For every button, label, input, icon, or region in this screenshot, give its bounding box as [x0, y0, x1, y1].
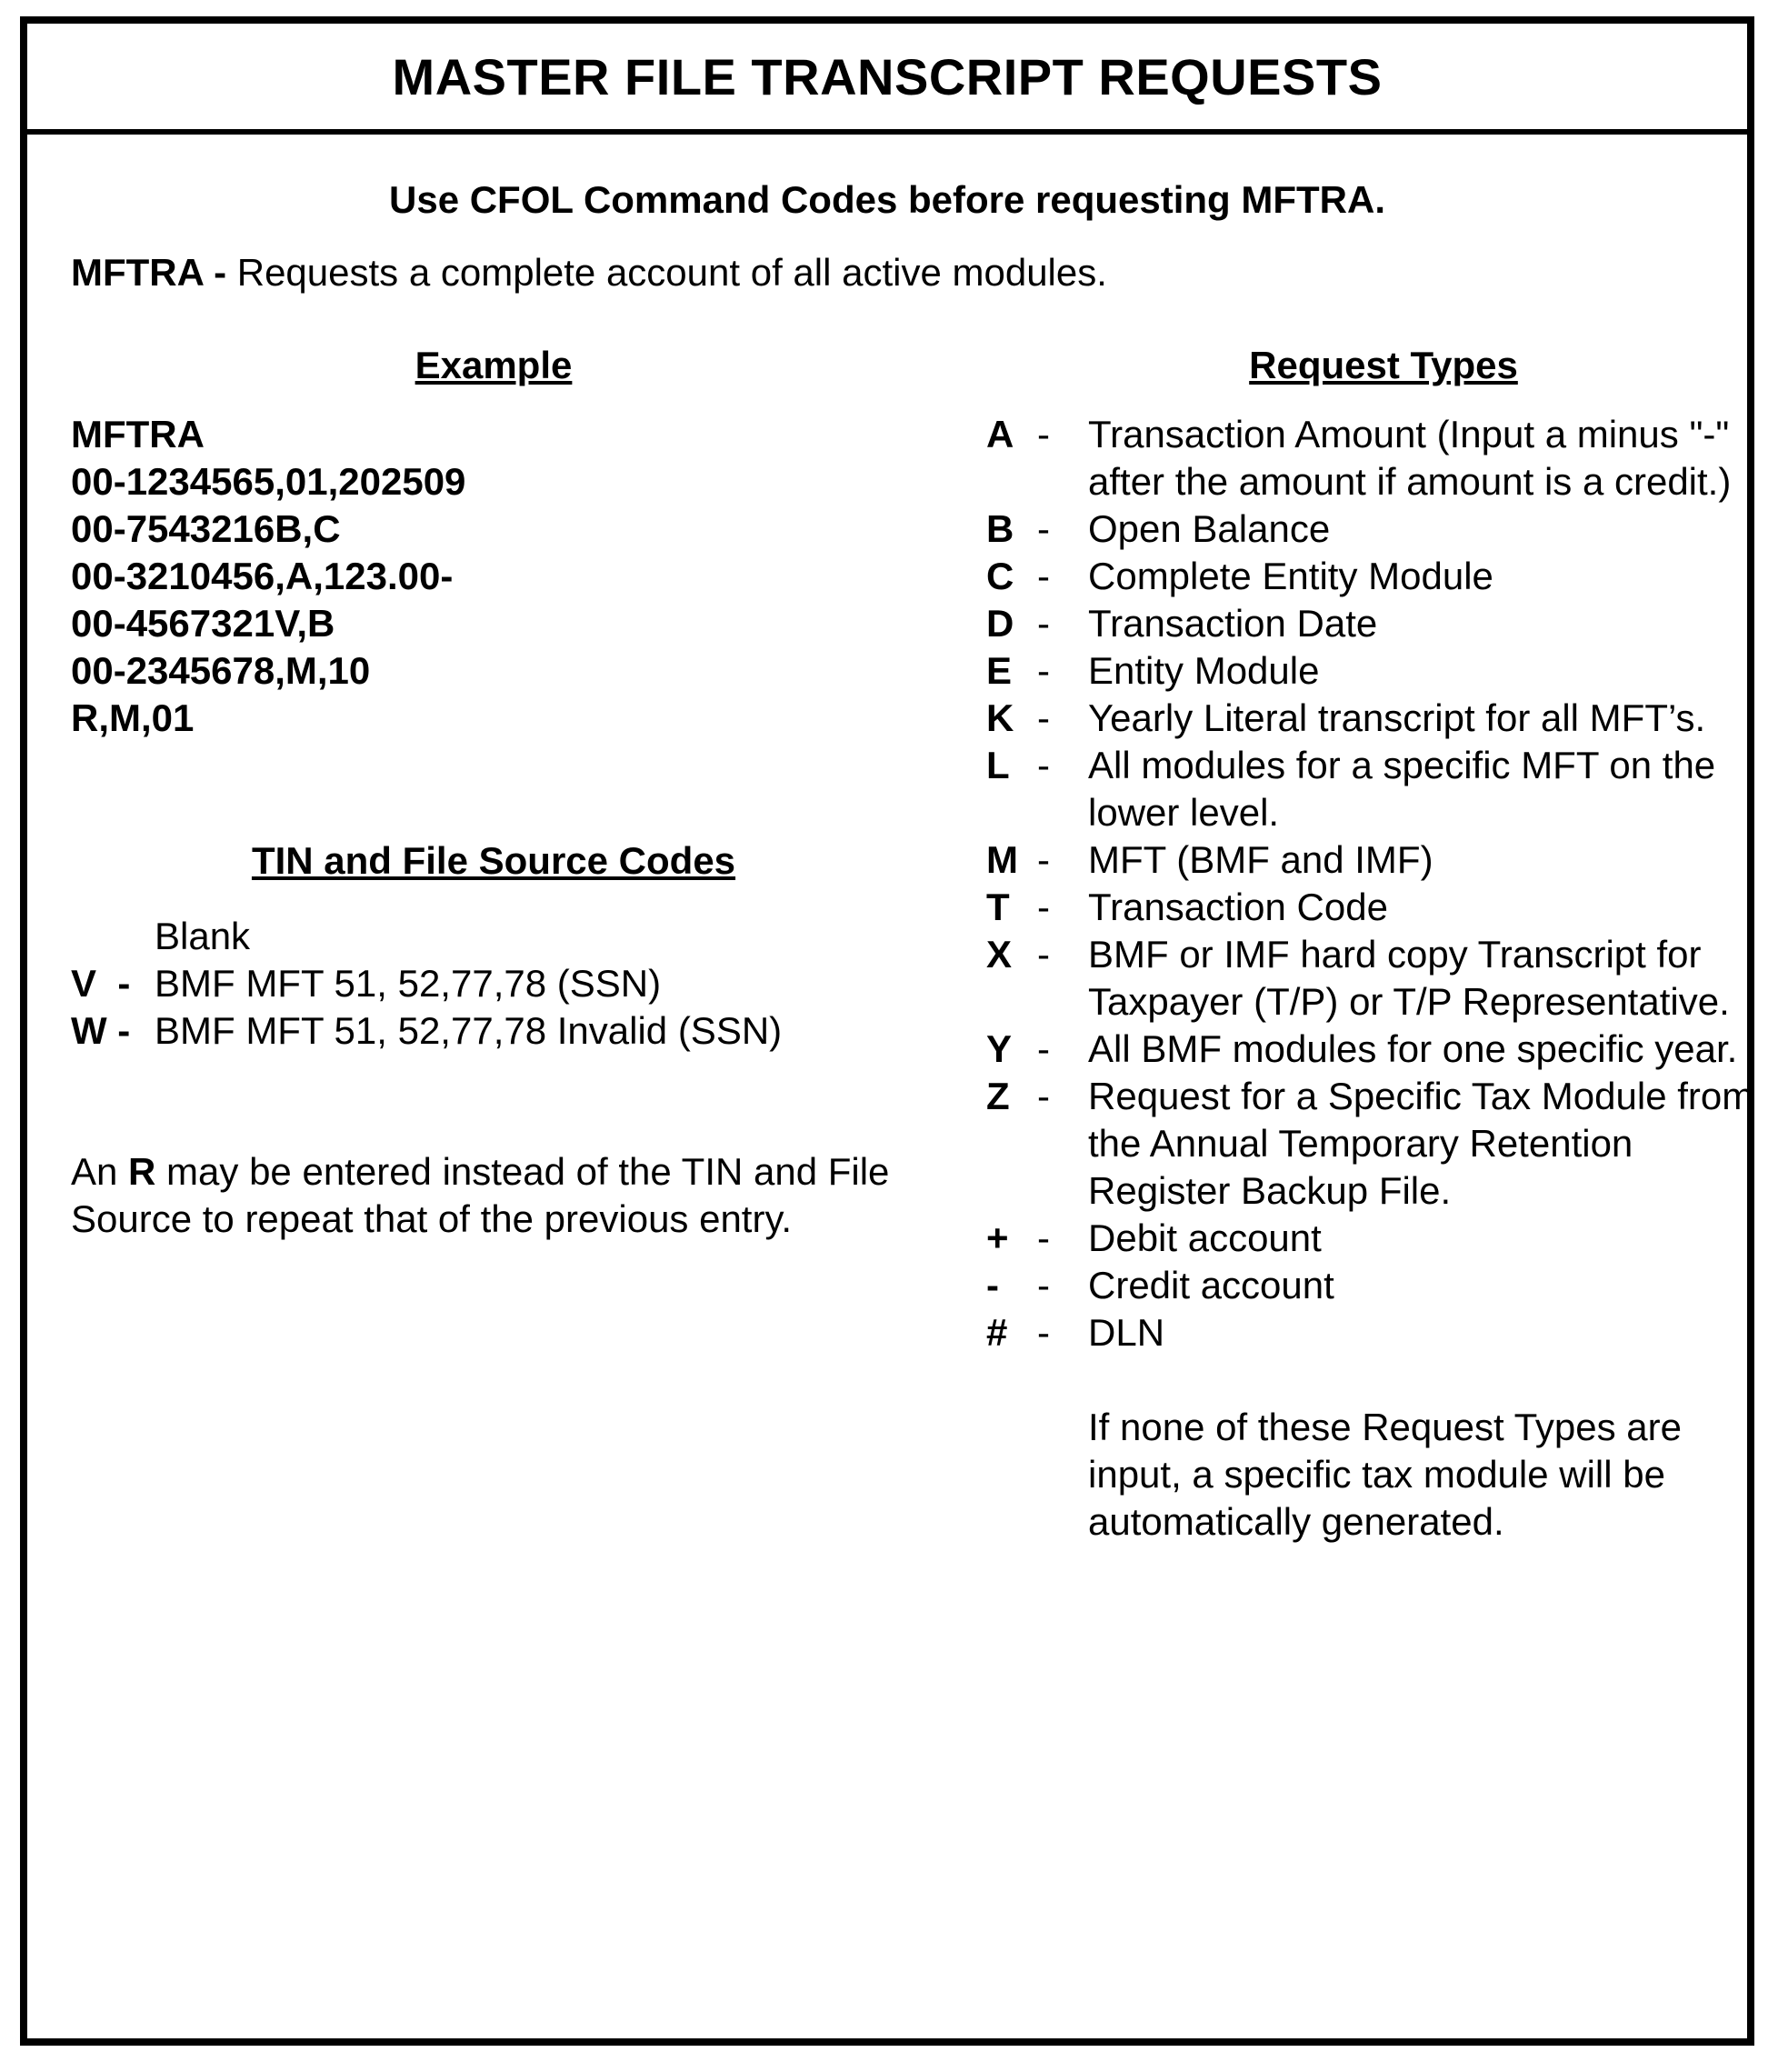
request-type-key: K: [986, 696, 1014, 739]
request-type-row: [986, 647, 1759, 695]
request-type-separator: -: [1037, 413, 1050, 455]
request-type-key: E: [986, 649, 1013, 692]
request-type-key: #: [986, 1311, 1008, 1354]
request-type-separator: -: [1037, 886, 1050, 928]
request-type-separator: -: [1037, 507, 1050, 550]
request-type-text: Debit account: [1088, 1216, 1322, 1259]
request-type-text: Transaction Code: [1088, 886, 1388, 928]
tin-heading: TIN and File Source Codes: [251, 839, 736, 882]
request-type-row: [986, 1215, 1759, 1262]
request-type-row: [986, 553, 1759, 600]
request-type-key: L: [986, 744, 1010, 786]
request-type-separator: -: [1037, 696, 1050, 739]
tin-code-key: V -: [71, 962, 131, 1005]
page-title: MASTER FILE TRANSCRIPT REQUESTS: [392, 47, 1383, 105]
right-column: [986, 342, 1759, 1546]
request-type-row: [986, 695, 1759, 742]
title-bar: [27, 24, 1747, 135]
example-line: 00-1234565,01,202509: [71, 460, 466, 503]
request-type-separator: -: [1037, 744, 1050, 786]
tin-code-key: W -: [71, 1009, 131, 1052]
request-type-separator: -: [1037, 1264, 1050, 1306]
request-type-separator: -: [1037, 1311, 1050, 1354]
request-type-row: [986, 1309, 1759, 1356]
request-type-key: M: [986, 838, 1018, 881]
request-type-row: [986, 600, 1759, 647]
example-lines: [71, 411, 916, 742]
request-type-separator: -: [1037, 555, 1050, 597]
request-type-row: [986, 836, 1759, 884]
subtitle: Use CFOL Command Codes before requesting MFTRA.: [389, 178, 1385, 221]
example-line: 00-7543216B,C: [71, 507, 341, 550]
example-line: R,M,01: [71, 696, 195, 739]
note-before: An: [71, 1150, 129, 1193]
example-heading: Example: [415, 344, 573, 386]
request-type-key: T: [986, 886, 1010, 928]
tin-codes-list: [71, 913, 916, 1055]
request-type-text: Transaction Date: [1088, 602, 1378, 645]
request-type-separator: -: [1037, 1027, 1050, 1070]
request-type-row: [986, 1262, 1759, 1309]
request-type-text: DLN: [1088, 1311, 1165, 1354]
request-type-key: C: [986, 555, 1014, 597]
example-line: 00-4567321V,B: [71, 602, 335, 645]
page-frame: [20, 16, 1754, 2046]
request-type-key: -: [986, 1264, 999, 1306]
request-type-key: B: [986, 507, 1014, 550]
example-line: 00-2345678,M,10: [71, 649, 371, 692]
content: [27, 135, 1754, 2038]
request-type-separator: -: [1037, 933, 1050, 976]
left-column: [71, 342, 916, 1240]
request-type-text: Entity Module: [1088, 649, 1320, 692]
request-types-list: [986, 411, 1759, 1356]
request-types-heading: Request Types: [1249, 344, 1518, 386]
request-type-separator: -: [1037, 649, 1050, 692]
request-type-row: [986, 411, 1759, 505]
request-type-separator: -: [1037, 602, 1050, 645]
request-type-text: MFT (BMF and IMF): [1088, 838, 1433, 881]
request-type-separator: -: [1037, 1216, 1050, 1259]
request-type-text: Open Balance: [1088, 507, 1331, 550]
request-type-key: Z: [986, 1075, 1010, 1117]
request-type-text: BMF or IMF hard copy Transcript for Taxpayer (T/P) or T/P Representative.: [1088, 933, 1730, 1023]
intro-text: Requests a complete account of all active modules.: [226, 251, 1107, 294]
tin-code-text: BMF MFT 51, 52,77,78 (SSN): [155, 962, 662, 1005]
tin-code-row: [71, 1007, 916, 1055]
request-type-text: Yearly Literal transcript for all MFT’s.: [1088, 696, 1706, 739]
request-type-text: Transaction Amount (Input a minus "-" after the amount if amount is a credit.): [1088, 413, 1732, 503]
repeat-note: [71, 1148, 916, 1243]
request-type-text: All modules for a specific MFT on the lower level.: [1088, 744, 1716, 834]
request-types-footnote: If none of these Request Types are input, a specific tax module will be automatically generated.: [1088, 1406, 1682, 1543]
request-type-row: [986, 1026, 1759, 1073]
request-type-text: All BMF modules for one specific year.: [1088, 1027, 1738, 1070]
request-type-text: Complete Entity Module: [1088, 555, 1493, 597]
request-type-row: [986, 742, 1759, 836]
request-type-row: [986, 1073, 1759, 1215]
request-type-key: X: [986, 933, 1013, 976]
request-type-row: [986, 505, 1759, 553]
tin-code-text: BMF MFT 51, 52,77,78 Invalid (SSN): [155, 1009, 783, 1052]
request-type-separator: -: [1037, 1075, 1050, 1117]
tin-blank: Blank: [155, 915, 251, 957]
intro: [71, 249, 1107, 296]
request-type-key: Y: [986, 1027, 1013, 1070]
request-type-key: D: [986, 602, 1014, 645]
example-line: 00-3210456,A,123.00-: [71, 555, 454, 597]
request-type-text: Request for a Specific Tax Module from the Annual Temporary Retention Register Backup File.: [1088, 1075, 1754, 1212]
tin-code-row: [71, 960, 916, 1007]
request-type-key: +: [986, 1216, 1009, 1259]
request-type-row: [986, 931, 1759, 1026]
request-type-key: A: [986, 413, 1014, 455]
request-type-separator: -: [1037, 838, 1050, 881]
request-type-row: [986, 884, 1759, 931]
note-after: may be entered instead of the TIN and File Source to repeat that of the previous entry.: [71, 1150, 890, 1240]
note-bold: R: [128, 1150, 156, 1193]
intro-label: MFTRA -: [71, 251, 227, 294]
example-line: MFTRA: [71, 413, 205, 455]
request-type-text: Credit account: [1088, 1264, 1334, 1306]
